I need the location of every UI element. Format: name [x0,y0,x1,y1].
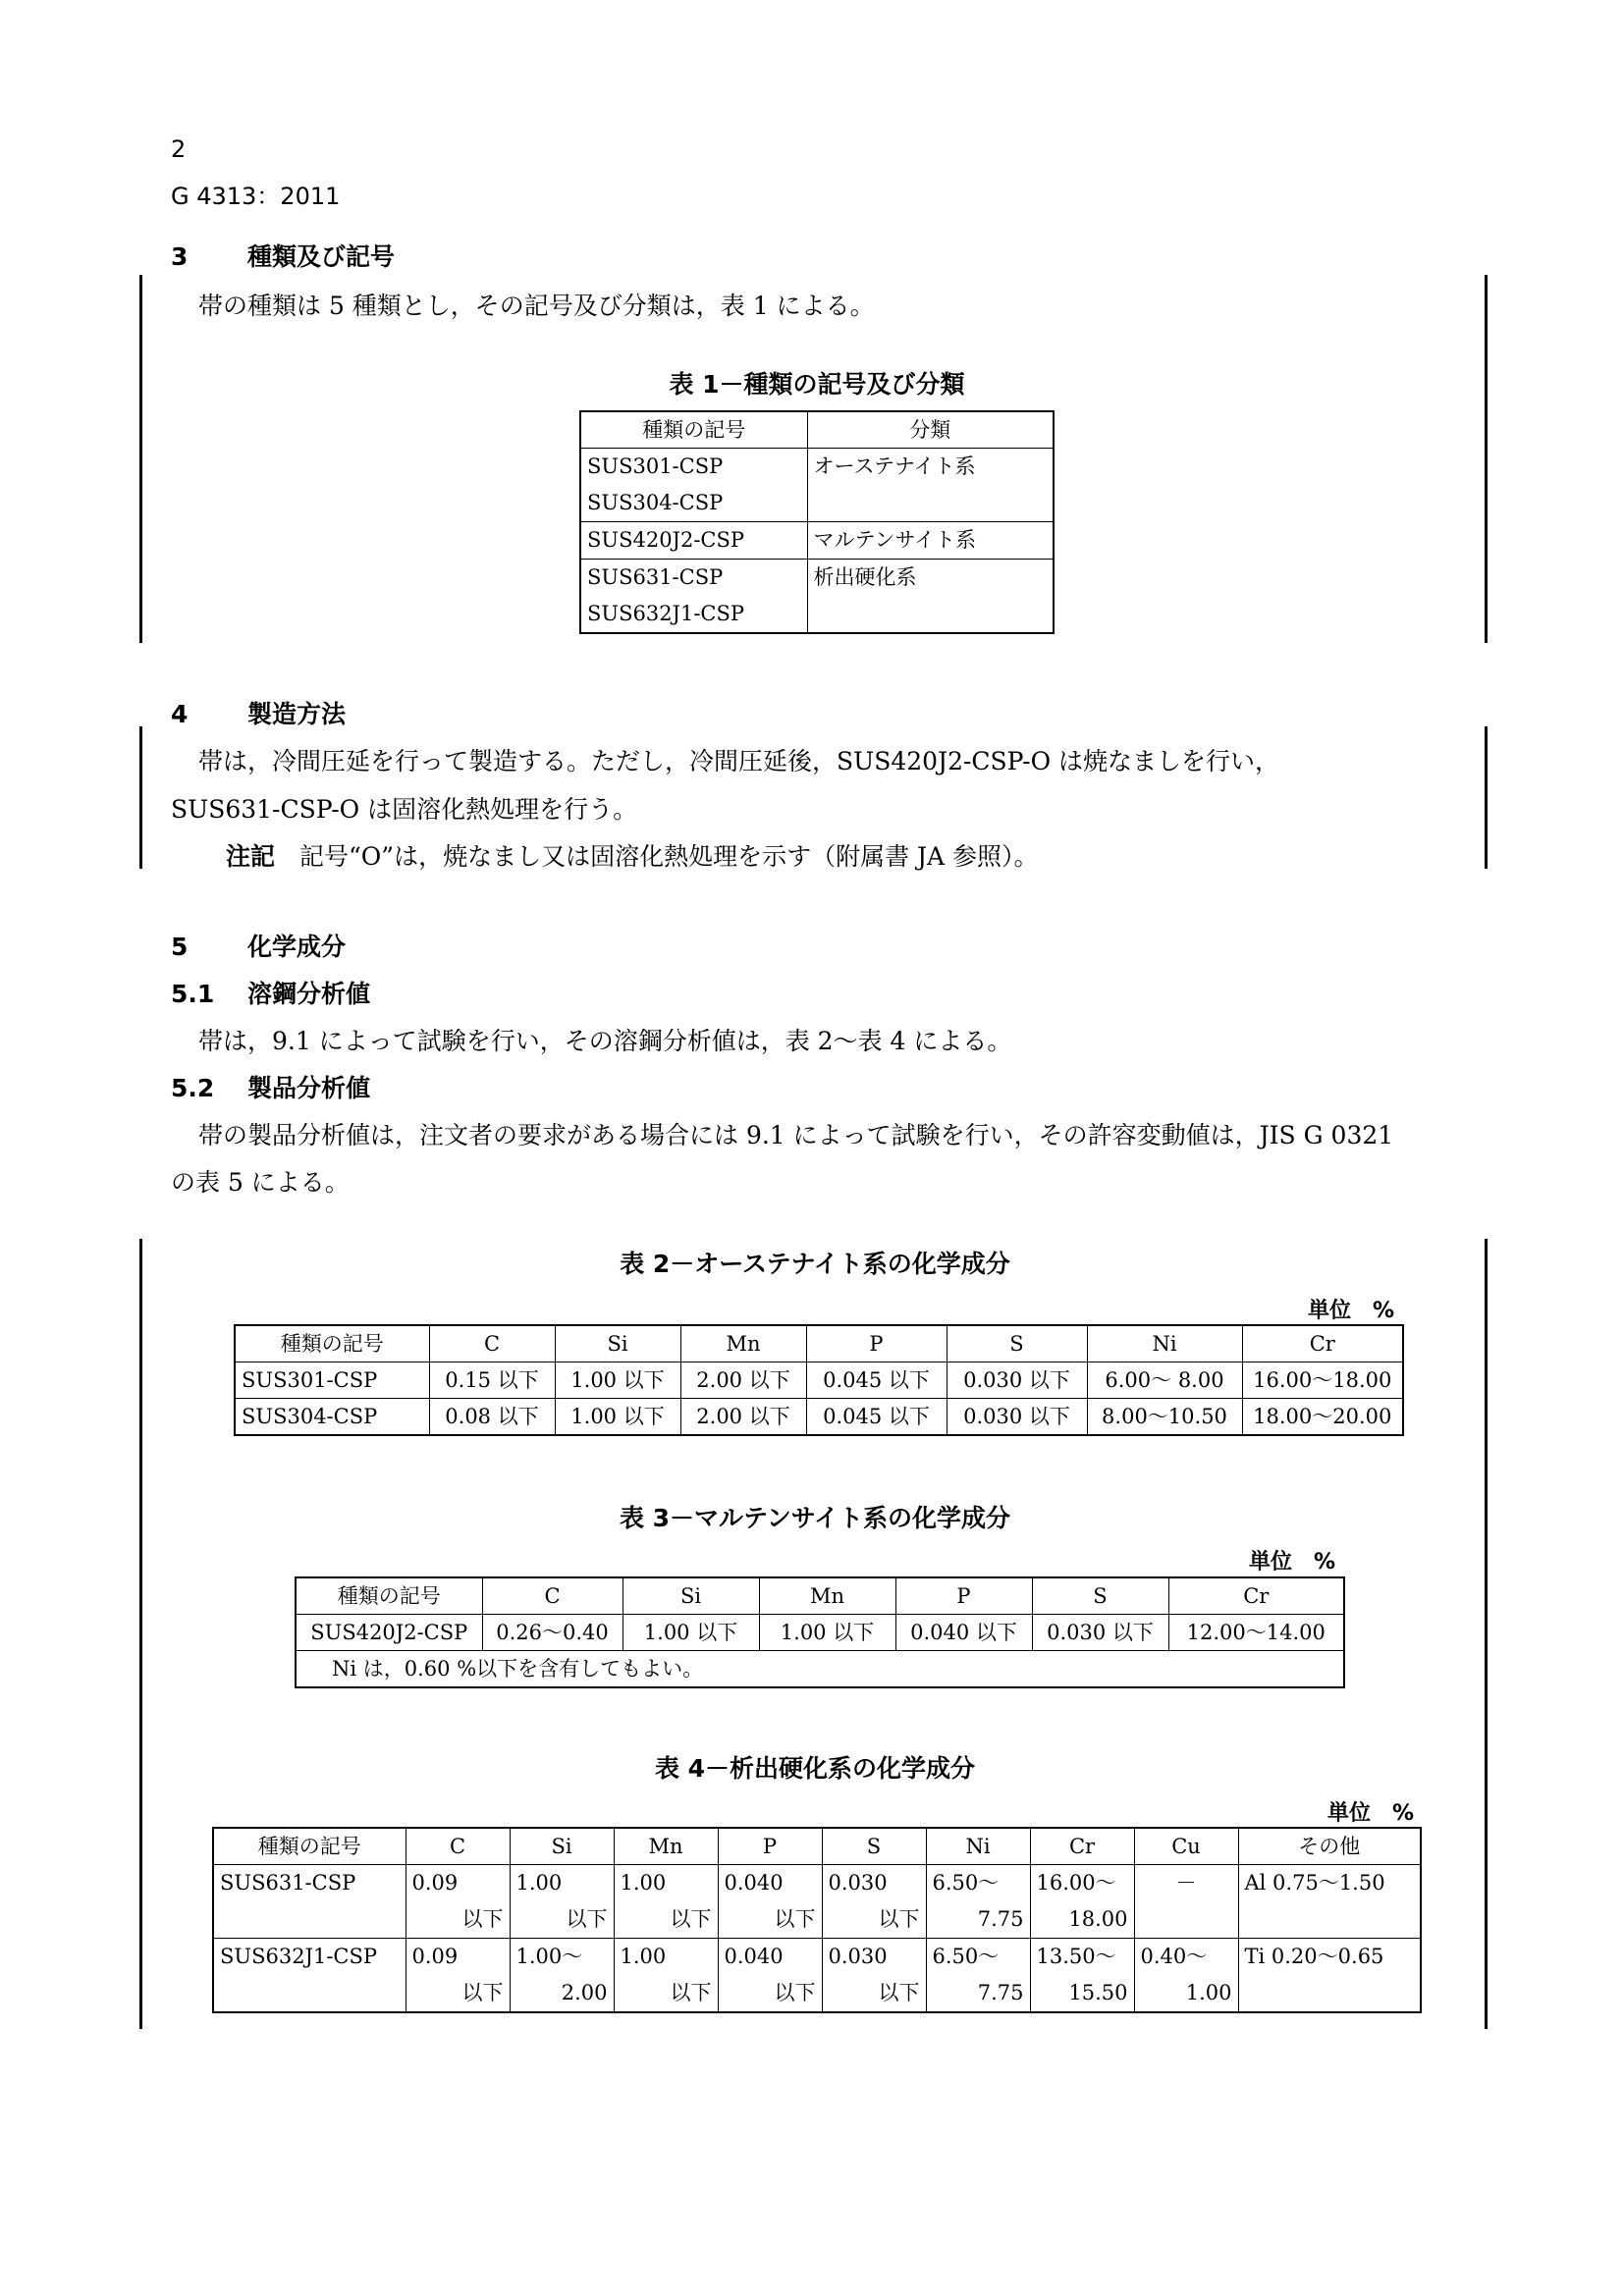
table-header: C [482,1577,623,1615]
section-heading: 5 化学成分 [171,933,347,961]
table-header: Mn [614,1828,718,1865]
table-header: Cr [1242,1325,1403,1362]
table-header: Mn [759,1577,895,1615]
table-row: SUS631-CSP 0.09 以下 1.00 以下 1.00 以下 0.040 以下 0.030 以下 6.50～ 7.75 16.00～ 18.00 － Al 0.75～1.50 [213,1865,1421,1939]
table-caption: 表 4－析出硬化系の化学成分 [654,1754,976,1783]
standard-id: G 4313：2011 [171,183,341,210]
table-header: Si [510,1828,614,1865]
table-header: 種類の記号 [296,1577,482,1615]
table-3 [295,1576,1345,1688]
table-header: Mn [680,1325,806,1362]
table-header: S [947,1325,1087,1362]
table-row: SUS420J2-CSP マルテンサイト系 [580,522,1054,560]
table-caption: 表 1－種類の記号及び分類 [669,370,965,399]
table-header: C [406,1828,510,1865]
section-body: の表 5 による。 [171,1168,350,1197]
table-header: Cr [1168,1577,1344,1615]
change-bar [1485,726,1488,869]
table-header: Cr [1030,1828,1134,1865]
section-body: SUS631-CSP-O は固溶化熱処理を行う。 [171,795,638,824]
change-bar [139,275,142,643]
table-row: SUS301-CSP 0.15 以下 1.00 以下 2.00 以下 0.045 以下 0.030 以下 6.00～ 8.00 16.00～18.00 [235,1362,1403,1399]
subsection-heading: 5.2 製品分析値 [171,1074,371,1102]
table-header: P [895,1577,1032,1615]
change-bar [1485,1239,1488,2029]
table-header: Si [623,1577,759,1615]
table-row: SUS632J1-CSP 0.09 以下 1.00～ 2.00 1.00 以下 0.040 以下 0.030 以下 6.50～ 7.75 13.50～ 15.50 0.40～ 1.00 Ti 0.20～0.65 [213,1939,1421,2013]
section-body: 帯の種類は 5 種類とし，その記号及び分類は，表 1 による。 [198,292,875,320]
table-header: Ni [926,1828,1030,1865]
table-caption: 表 2－オーステナイト系の化学成分 [620,1250,1010,1278]
table-1 [579,410,1055,634]
table-header: S [1032,1577,1168,1615]
table-header: Ni [1087,1325,1242,1362]
table-header: Si [555,1325,680,1362]
section-body: 帯は，冷間圧延を行って製造する。ただし，冷間圧延後，SUS420J2-CSP-O は焼なましを行い， [198,747,1280,775]
section-heading: 4 製造方法 [171,700,347,728]
change-bar [1485,275,1488,643]
table-4 [212,1827,1422,2013]
unit-label: 単位 % [1326,1801,1414,1826]
table-header: 種類の記号 [580,411,807,449]
subsection-heading: 5.1 溶鋼分析値 [171,980,371,1008]
table-header: P [718,1828,822,1865]
table-row: SUS420J2-CSP 0.26～0.40 1.00 以下 1.00 以下 0.040 以下 0.030 以下 12.00～14.00 [296,1615,1344,1651]
table-header: P [806,1325,947,1362]
table-row: SUS631-CSP SUS632J1-CSP 析出硬化系 [580,560,1054,634]
table-2 [234,1324,1404,1436]
table-header: C [429,1325,555,1362]
table-header: その他 [1238,1828,1421,1865]
table-row: SUS304-CSP 0.08 以下 1.00 以下 2.00 以下 0.045 以下 0.030 以下 8.00～10.50 18.00～20.00 [235,1399,1403,1436]
section-body: 帯は，9.1 によって試験を行い，その溶鋼分析値は，表 2～表 4 による。 [198,1027,1012,1055]
note: 注記 記号“O”は，焼なまし又は固溶化熱処理を示す（附属書 JA 参照）。 [226,842,1039,871]
unit-label: 単位 % [1307,1299,1394,1323]
section-body: 帯の製品分析値は，注文者の要求がある場合には 9.1 によって試験を行い，その許容変動値は，JIS G 0321 [198,1121,1394,1149]
table-header: 種類の記号 [235,1325,429,1362]
table-header: 種類の記号 [213,1828,406,1865]
page-number: 2 [171,135,187,163]
change-bar [139,1239,142,2029]
table-header: 分類 [807,411,1054,449]
table-caption: 表 3－マルテンサイト系の化学成分 [619,1504,1011,1532]
table-row: SUS301-CSP SUS304-CSP オーステナイト系 [580,449,1054,522]
change-bar [139,726,142,869]
section-heading: 3 種類及び記号 [171,242,396,271]
unit-label: 単位 % [1248,1550,1335,1575]
table-header: S [822,1828,926,1865]
table-header: Cu [1134,1828,1238,1865]
table-note-row: Ni は，0.60 %以下を含有してもよい。 [296,1651,1344,1688]
